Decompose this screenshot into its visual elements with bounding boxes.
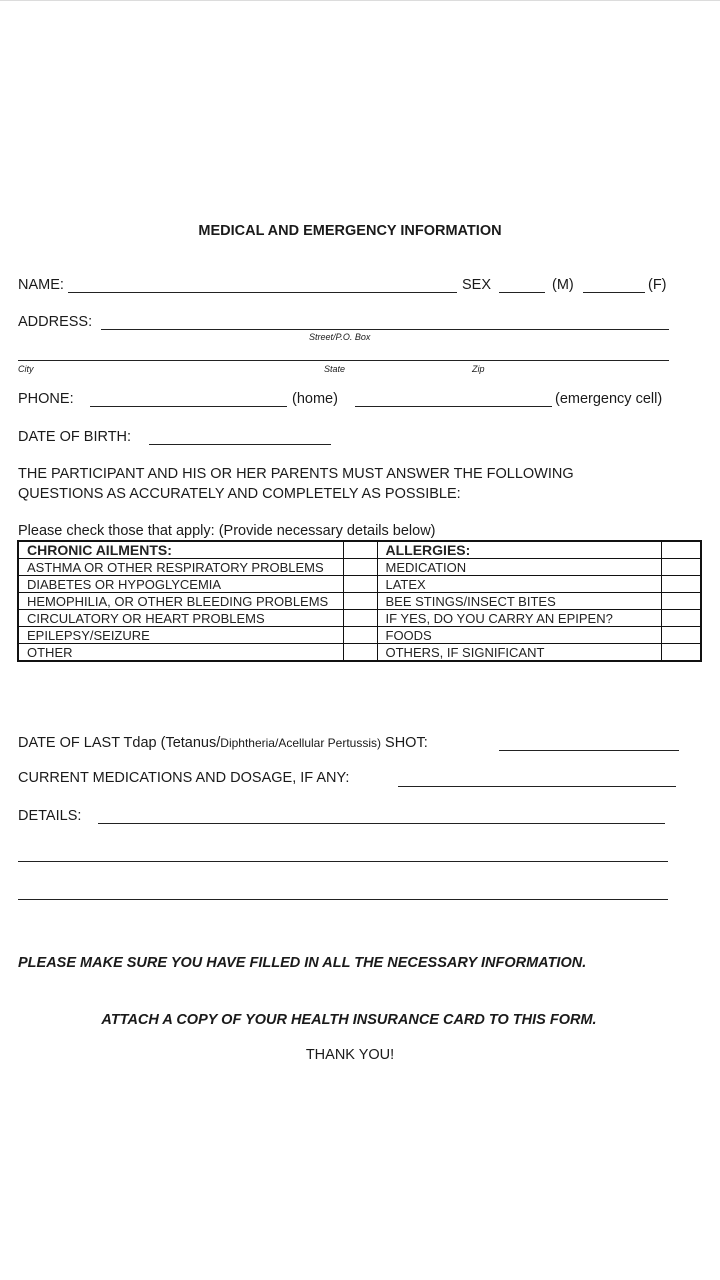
emergency-phone-field[interactable] [355, 406, 552, 407]
sex-female-field[interactable] [583, 292, 645, 293]
medications-field[interactable] [398, 786, 676, 787]
male-label: (M) [552, 277, 574, 293]
street-caption: Street/P.O. Box [309, 332, 371, 342]
allergies-header: ALLERGIES: [377, 541, 661, 559]
tdap-label-diseases: Diphtheria/Acellular Pertussis) [220, 736, 382, 750]
table-row [18, 610, 701, 627]
chronic-ailments-header: CHRONIC AILMENTS: [18, 541, 343, 559]
tdap-date-field[interactable] [499, 750, 679, 751]
street-field[interactable] [101, 329, 669, 330]
top-divider [0, 0, 720, 1]
allergy-cell: MEDICATION [377, 559, 661, 576]
name-label: NAME: [18, 277, 64, 293]
allergy-cell: IF YES, DO YOU CARRY AN EPIPEN? [377, 610, 661, 627]
ailment-checkbox[interactable] [343, 576, 377, 593]
table-row [18, 593, 701, 610]
allergy-checkbox[interactable] [661, 627, 701, 644]
ailment-cell: DIABETES OR HYPOGLYCEMIA [18, 576, 343, 593]
state-caption: State [324, 364, 346, 374]
allergy-cell: LATEX [377, 576, 661, 593]
table-row [18, 627, 701, 644]
allergy-cell: FOODS [377, 627, 661, 644]
dob-label: DATE OF BIRTH: [18, 429, 132, 445]
ailment-checkbox[interactable] [343, 627, 377, 644]
thank-you: THANK YOU! [305, 1047, 395, 1063]
notice-attach: ATTACH A COPY OF YOUR HEALTH INSURANCE CARD TO THIS FORM. [101, 1012, 597, 1028]
allergy-cell: OTHERS, IF SIGNIFICANT [377, 644, 661, 662]
sex-male-field[interactable] [499, 292, 545, 293]
allergy-checkbox[interactable] [661, 610, 701, 627]
allergy-checkbox[interactable] [661, 576, 701, 593]
city-caption: City [18, 364, 34, 374]
sex-label: SEX [462, 277, 492, 293]
tdap-label-start: DATE OF LAST Tdap (Tetanus/ [18, 735, 221, 751]
details-label: DETAILS: [18, 808, 82, 824]
header-blank-cell [661, 541, 701, 559]
address-label: ADDRESS: [18, 314, 93, 330]
allergy-checkbox[interactable] [661, 559, 701, 576]
ailment-checkbox[interactable] [343, 593, 377, 610]
check-note: Please check those that apply: (Provide necessary details below) [18, 523, 436, 539]
phone-label: PHONE: [18, 391, 74, 407]
city-state-zip-field[interactable] [18, 360, 669, 361]
home-phone-field[interactable] [90, 406, 287, 407]
home-label: (home) [292, 391, 338, 407]
table-header-row [18, 541, 701, 559]
header-blank-cell [343, 541, 377, 559]
ailment-cell: HEMOPHILIA, OR OTHER BLEEDING PROBLEMS [18, 593, 343, 610]
table-row [18, 559, 701, 576]
tdap-label-end: SHOT: [381, 735, 428, 751]
details-field-1[interactable] [98, 823, 665, 824]
details-field-3[interactable] [18, 899, 668, 900]
allergy-cell: BEE STINGS/INSECT BITES [377, 593, 661, 610]
allergy-checkbox[interactable] [661, 644, 701, 662]
dob-field[interactable] [149, 444, 331, 445]
allergy-checkbox[interactable] [661, 593, 701, 610]
medications-label: CURRENT MEDICATIONS AND DOSAGE, IF ANY: [18, 770, 350, 786]
ailment-cell: EPILEPSY/SEIZURE [18, 627, 343, 644]
form-title: MEDICAL AND EMERGENCY INFORMATION [198, 223, 502, 239]
zip-caption: Zip [472, 364, 485, 374]
female-label: (F) [648, 277, 667, 293]
name-field[interactable] [68, 292, 457, 293]
ailments-allergies-table [17, 540, 702, 662]
ailment-checkbox[interactable] [343, 644, 377, 662]
table-row [18, 644, 701, 662]
emergency-label: (emergency cell) [555, 391, 663, 407]
ailment-cell: CIRCULATORY OR HEART PROBLEMS [18, 610, 343, 627]
table-row [18, 576, 701, 593]
details-field-2[interactable] [18, 861, 668, 862]
ailment-cell: ASTHMA OR OTHER RESPIRATORY PROBLEMS [18, 559, 343, 576]
tdap-label [18, 735, 428, 751]
ailment-checkbox[interactable] [343, 610, 377, 627]
notice-filled: PLEASE MAKE SURE YOU HAVE FILLED IN ALL THE NECESSARY INFORMATION. [18, 955, 587, 971]
instructions-line-1: THE PARTICIPANT AND HIS OR HER PARENTS MUST ANSWER THE FOLLOWING [18, 466, 574, 482]
ailment-checkbox[interactable] [343, 559, 377, 576]
ailment-cell: OTHER [18, 644, 343, 662]
instructions-line-2: QUESTIONS AS ACCURATELY AND COMPLETELY AS POSSIBLE: [18, 486, 461, 502]
